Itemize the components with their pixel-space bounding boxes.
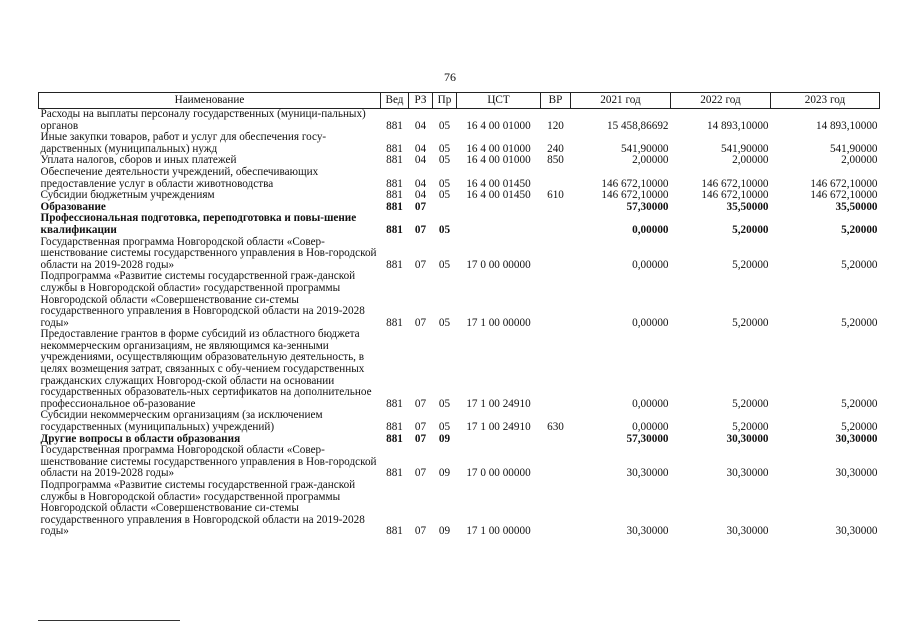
- cell-rz: 07: [414, 467, 427, 480]
- cell-pr: 05: [438, 177, 451, 190]
- cell-vr: [541, 202, 571, 214]
- column-header-rz: РЗ: [409, 93, 433, 109]
- cell-y2023: 14 893,10000: [815, 119, 878, 132]
- cell-y2021: 0,00000: [632, 223, 669, 236]
- cell-ved: 881: [386, 223, 403, 236]
- table-row: [39, 237, 880, 272]
- cell-y2023: 5,20000: [841, 421, 878, 434]
- table-row: [39, 410, 880, 433]
- cell-cst: 16 4 00 01000: [466, 142, 531, 155]
- table-row: [39, 329, 880, 410]
- cell-rz: 07: [414, 397, 427, 410]
- table-row: [39, 213, 880, 236]
- column-header-2022: 2022 год: [671, 93, 771, 109]
- cell-vr: [541, 271, 571, 329]
- table-row: [39, 445, 880, 480]
- cell-cst: 17 1 00 24910: [466, 397, 531, 410]
- cell-y2022: 2,00000: [732, 154, 769, 167]
- cell-y2023: 5,20000: [841, 258, 878, 271]
- budget-table: [38, 92, 880, 538]
- cell-y2023: 146 672,10000: [810, 189, 878, 202]
- cell-vr: [541, 434, 571, 446]
- cell-ved: 881: [386, 421, 403, 434]
- cell-vr: [541, 445, 571, 480]
- cell-name: Подпрограмма «Развитие системы государственной граж-данской службы в Новгородской области» государственной программы Новгородской области «Совершенствование си-стемы государственного управления в Новгородской области на 2019-2028 годы»: [40, 270, 365, 329]
- page-number: 76: [444, 70, 456, 84]
- cell-ved: 881: [386, 467, 403, 480]
- cell-vr: 630: [547, 421, 564, 434]
- cell-y2021: 2,00000: [632, 154, 669, 167]
- cell-y2023: 541,90000: [829, 142, 878, 155]
- cell-y2021: 30,30000: [626, 525, 669, 538]
- cell-y2021: 0,00000: [632, 421, 669, 434]
- cell-rz: 04: [414, 154, 427, 167]
- cell-y2021: 57,30000: [626, 200, 669, 213]
- cell-vr: [541, 480, 571, 538]
- cell-pr: 05: [438, 223, 451, 236]
- cell-rz: 07: [414, 432, 427, 445]
- cell-pr: 05: [438, 142, 451, 155]
- cell-name: Государственная программа Новгородской области «Совер-шенствование системы государственного управления в Нов-городской области на 2019-2028 годы»: [40, 235, 377, 271]
- cell-y2022: 5,20000: [732, 397, 769, 410]
- cell-cst: 16 4 00 01450: [466, 177, 531, 190]
- cell-ved: 881: [386, 200, 403, 213]
- cell-name: Предоставление грантов в форме субсидий из областного бюджета некоммерческим организациям, не являющимся ка-зенными учреждениями, осуществляющим образовательную деятельность, в целях возмещения затрат, связанных с обу-чением государственных гражданских служащих Новгород-ской области на основании государственных образователь-ных сертификатов на дополнительное профессиональное об-разование: [40, 328, 372, 410]
- cell-name: Профессиональная подготовка, переподготовка и повы-шение квалификации: [40, 212, 357, 236]
- table-row: [39, 480, 880, 538]
- cell-y2023: 35,50000: [835, 200, 878, 213]
- table-row: [39, 190, 880, 202]
- cell-y2021: 146 672,10000: [601, 189, 669, 202]
- cell-cst: 17 1 00 24910: [466, 421, 531, 434]
- table-row: [39, 167, 880, 190]
- table-body: [39, 109, 880, 538]
- cell-name: Подпрограмма «Развитие системы государственной граж-данской службы в Новгородской области» государственной программы Новгородской области «Совершенствование си-стемы государственного управления в Новгородской области на 2019-2028 годы»: [40, 479, 365, 538]
- cell-ved: 881: [386, 142, 403, 155]
- cell-ved: 881: [386, 189, 403, 202]
- cell-y2023: 146 672,10000: [810, 177, 878, 190]
- column-header-pr: Пр: [433, 93, 457, 109]
- table-row: [39, 109, 880, 133]
- cell-y2022: 30,30000: [726, 432, 769, 445]
- cell-pr: 05: [438, 189, 451, 202]
- cell-rz: 07: [414, 316, 427, 329]
- cell-vr: [541, 213, 571, 236]
- cell-y2023: 5,20000: [841, 223, 878, 236]
- cell-y2022: 5,20000: [732, 258, 769, 271]
- cell-y2021: 57,30000: [626, 432, 669, 445]
- cell-y2023: 2,00000: [841, 154, 878, 167]
- cell-y2022: 146 672,10000: [701, 189, 769, 202]
- cell-y2021: 541,90000: [620, 142, 669, 155]
- cell-y2022: 30,30000: [726, 525, 769, 538]
- cell-ved: 881: [386, 177, 403, 190]
- cell-cst: 16 4 00 01000: [466, 154, 531, 167]
- cell-vr: 850: [547, 154, 564, 167]
- column-header-vr: ВР: [541, 93, 571, 109]
- cell-cst: [457, 202, 541, 214]
- cell-ved: 881: [386, 119, 403, 132]
- cell-rz: 04: [414, 142, 427, 155]
- column-header-2021: 2021 год: [571, 93, 671, 109]
- cell-name: Субсидии бюджетным учреждениям: [40, 189, 215, 202]
- cell-pr: 09: [438, 525, 451, 538]
- cell-vr: [541, 237, 571, 272]
- cell-ved: 881: [386, 525, 403, 538]
- cell-name: Иные закупки товаров, работ и услуг для обеспечения госу-дарственных (муниципальных) нужд: [40, 131, 327, 155]
- cell-name: Субсидии некоммерческим организациям (за исключением государственных (муниципальных) учреждений): [40, 409, 323, 434]
- cell-y2022: 5,20000: [732, 223, 769, 236]
- cell-y2021: 146 672,10000: [601, 177, 669, 190]
- cell-name: Другие вопросы в области образования: [40, 432, 241, 445]
- table-row: [39, 132, 880, 155]
- footer-rule: [38, 620, 180, 621]
- cell-y2021: 30,30000: [626, 467, 669, 480]
- cell-y2023: 30,30000: [835, 525, 878, 538]
- cell-name: Обеспечение деятельности учреждений, обеспечивающих предоставление услуг в области животноводства: [40, 165, 319, 190]
- cell-rz: 04: [414, 177, 427, 190]
- cell-rz: 04: [414, 119, 427, 132]
- cell-rz: 07: [414, 525, 427, 538]
- cell-vr: 610: [547, 189, 564, 202]
- cell-y2022: 5,20000: [732, 316, 769, 329]
- cell-cst: 17 1 00 00000: [466, 525, 531, 538]
- cell-pr: 05: [438, 421, 451, 434]
- cell-y2022: 35,50000: [726, 200, 769, 213]
- cell-vr: 240: [547, 142, 564, 155]
- column-header-name: Наименование: [39, 93, 381, 109]
- cell-rz: 07: [414, 421, 427, 434]
- cell-cst: 17 0 00 00000: [466, 258, 531, 271]
- cell-vr: [541, 167, 571, 190]
- column-header-2023: 2023 год: [771, 93, 880, 109]
- cell-y2023: 30,30000: [835, 467, 878, 480]
- cell-pr: 09: [438, 467, 451, 480]
- cell-y2023: 5,20000: [841, 316, 878, 329]
- cell-cst: [457, 434, 541, 446]
- cell-rz: 04: [414, 189, 427, 202]
- cell-pr: 05: [438, 119, 451, 132]
- cell-cst: 16 4 00 01450: [466, 189, 531, 202]
- cell-name: Расходы на выплаты персоналу государственных (муници-пальных) органов: [40, 108, 366, 132]
- cell-y2023: 30,30000: [835, 432, 878, 445]
- cell-name: Образование: [40, 200, 106, 213]
- cell-pr: 05: [438, 316, 451, 329]
- cell-pr: 05: [438, 154, 451, 167]
- cell-name: Уплата налогов, сборов и иных платежей: [40, 154, 237, 167]
- cell-ved: 881: [386, 154, 403, 167]
- table-header-row: [39, 93, 880, 109]
- cell-y2022: 30,30000: [726, 467, 769, 480]
- cell-cst: 16 4 00 01000: [466, 119, 531, 132]
- cell-y2022: 14 893,10000: [706, 119, 769, 132]
- cell-ved: 881: [386, 432, 403, 445]
- column-header-ved: Вед: [381, 93, 409, 109]
- cell-rz: 07: [414, 200, 427, 213]
- cell-cst: 17 1 00 00000: [466, 316, 531, 329]
- cell-pr: 05: [438, 397, 451, 410]
- cell-ved: 881: [386, 316, 403, 329]
- cell-name: Государственная программа Новгородской области «Совер-шенствование системы государственного управления в Нов-городской области на 2019-2028 годы»: [40, 444, 377, 480]
- cell-ved: 881: [386, 258, 403, 271]
- cell-vr: 120: [547, 119, 564, 132]
- cell-cst: [457, 213, 541, 236]
- cell-y2021: 0,00000: [632, 316, 669, 329]
- cell-pr: [433, 202, 457, 214]
- cell-rz: 07: [414, 223, 427, 236]
- cell-ved: 881: [386, 397, 403, 410]
- cell-y2022: 5,20000: [732, 421, 769, 434]
- cell-rz: 07: [414, 258, 427, 271]
- cell-cst: 17 0 00 00000: [466, 467, 531, 480]
- cell-vr: [541, 329, 571, 410]
- cell-y2021: 15 458,86692: [606, 119, 669, 132]
- column-header-cst: ЦСТ: [457, 93, 541, 109]
- cell-y2022: 146 672,10000: [701, 177, 769, 190]
- cell-y2021: 0,00000: [632, 397, 669, 410]
- table-row: [39, 271, 880, 329]
- cell-pr: 05: [438, 258, 451, 271]
- cell-pr: 09: [438, 432, 451, 445]
- cell-y2021: 0,00000: [632, 258, 669, 271]
- cell-y2022: 541,90000: [720, 142, 769, 155]
- cell-y2023: 5,20000: [841, 397, 878, 410]
